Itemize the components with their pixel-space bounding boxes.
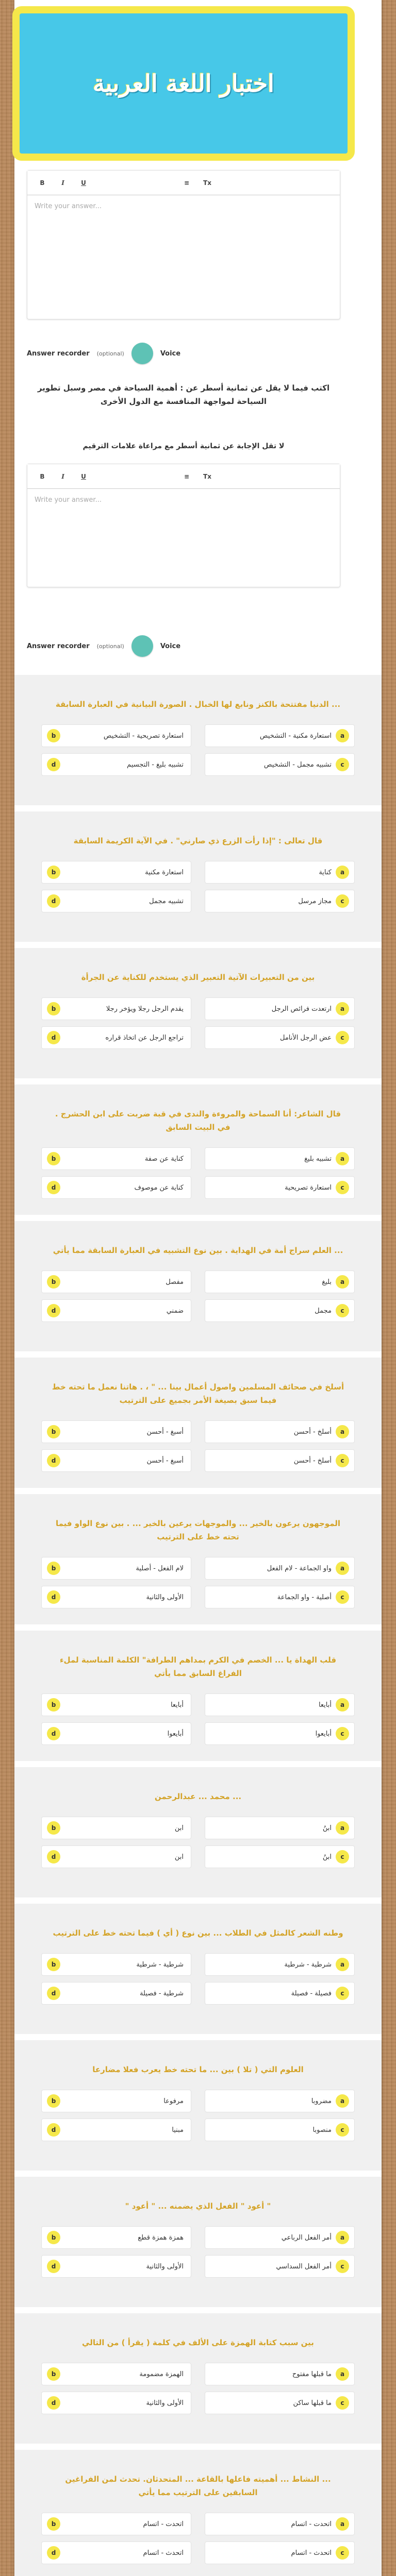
option-c[interactable] [205, 1845, 355, 1868]
options-grid [14, 1811, 382, 1873]
underline-button[interactable]: U [81, 472, 86, 480]
option-c[interactable] [205, 2119, 355, 2141]
option-c[interactable] [205, 1176, 355, 1199]
question-11 [14, 2040, 382, 2171]
options-grid [14, 2507, 382, 2569]
option-text: شرطية - شرطية [136, 1960, 184, 1969]
title-banner [12, 6, 355, 161]
option-text: شرطية - فصيلة [140, 1989, 184, 1997]
option-a[interactable] [205, 1953, 355, 1976]
option-d[interactable] [41, 1449, 191, 1472]
option-a[interactable] [205, 861, 355, 884]
option-text: مضروبا [311, 2097, 332, 2105]
option-text: تراجع الرجل عن اتخاذ قراره [105, 1033, 184, 1042]
option-b[interactable] [41, 2513, 191, 2535]
options-grid [14, 2084, 382, 2146]
options-grid [14, 719, 382, 781]
clear-format-button[interactable]: Tx [203, 472, 211, 480]
option-letter-badge: d [47, 1031, 60, 1044]
voice-label: Voice [160, 642, 181, 650]
record-voice-button[interactable] [131, 343, 153, 364]
option-d[interactable] [41, 2392, 191, 2414]
option-text: استعارة تصريحية - التشخيص [103, 732, 184, 740]
option-letter-badge: b [47, 866, 60, 879]
option-letter-badge: d [47, 2260, 60, 2273]
essay-prompt: اكتب فيما لا يقل عن ثمانية أسطر عن : أهمية السياحة في مصر وسبل تطوير السياحة لمواجهة المنافسة مع الدول الأخرى [37, 383, 330, 406]
option-text: تشبيه مجمل - التشخيص [263, 760, 332, 769]
option-a[interactable] [205, 997, 355, 1020]
option-letter-badge: b [47, 1698, 60, 1711]
option-letter-badge: c [336, 1850, 349, 1863]
option-a[interactable] [205, 1270, 355, 1293]
option-letter-badge: d [47, 2396, 60, 2410]
option-letter-badge: d [47, 1304, 60, 1317]
option-c[interactable] [205, 1026, 355, 1049]
option-a[interactable] [205, 724, 355, 747]
option-letter-badge: a [336, 1425, 349, 1438]
option-text: أمر الفعل السداسي [276, 2262, 332, 2270]
option-text: أبايعوا [167, 1730, 184, 1738]
option-c[interactable] [205, 1586, 355, 1608]
option-text: استعارة مكنية [145, 868, 184, 876]
option-letter-badge: c [336, 2546, 349, 2560]
option-letter-badge: d [47, 758, 60, 771]
option-letter-badge: a [336, 1275, 349, 1289]
option-d[interactable] [41, 1586, 191, 1608]
option-c[interactable] [205, 2255, 355, 2278]
option-letter-badge: a [336, 1152, 349, 1165]
question-text: العلوم التي ( تلا ) بين ... ما تحته خط يعرب فعلا مضارعا [92, 2065, 304, 2074]
question-text: وطنه الشعر كالمثل في الطلاب ... بين نوع ( أي ) فيما تحته خط على الترتيب [53, 1928, 343, 1938]
option-text: أسلخ - أحسن [293, 1456, 332, 1465]
option-letter-badge: d [47, 1454, 60, 1467]
option-c[interactable] [205, 1982, 355, 2005]
option-text: أبايعا [170, 1701, 184, 1709]
options-grid [14, 1415, 382, 1477]
option-letter-badge: a [336, 1002, 349, 1015]
option-d[interactable] [41, 2541, 191, 2564]
option-letter-badge: c [336, 1590, 349, 1604]
option-text: أبايعا [318, 1701, 332, 1709]
options-grid [14, 2358, 382, 2419]
option-c[interactable] [205, 2392, 355, 2414]
recorder-optional: (optional) [96, 642, 124, 650]
option-d[interactable] [41, 1982, 191, 2005]
option-text: أمر الفعل الرباعي [281, 2233, 332, 2242]
question-4 [14, 1084, 382, 1215]
option-text: استعارة تصريحية [285, 1183, 332, 1192]
option-text: اتحدث - اتسام [143, 2549, 184, 2557]
option-text: ابنُ [322, 1853, 332, 1861]
question-2 [14, 811, 382, 942]
option-b[interactable] [41, 1693, 191, 1716]
option-letter-badge: c [336, 2396, 349, 2410]
option-d[interactable] [41, 1176, 191, 1199]
option-b[interactable] [41, 1270, 191, 1293]
question-8 [14, 1631, 382, 1761]
option-letter-badge: a [336, 729, 349, 742]
option-text: الأولى والثانية [146, 2262, 184, 2270]
option-letter-badge: b [47, 2367, 60, 2381]
list-button[interactable]: ≡ [184, 179, 190, 187]
option-text: مرفوعا [163, 2097, 184, 2105]
option-letter-badge: b [47, 1425, 60, 1438]
option-text: بليغ [322, 1278, 332, 1286]
option-letter-badge: b [47, 1275, 60, 1289]
options-grid [14, 856, 382, 918]
options-grid [14, 1552, 382, 1614]
question-text: الموجهون يرعون بالخير ... والموجهات يرعين بالخير ... . بين نوع الواو فيما تحته خط على الترتيب [55, 1519, 341, 1541]
question-5 [14, 1221, 382, 1351]
option-letter-badge: b [47, 1002, 60, 1015]
option-letter-badge: a [336, 866, 349, 879]
option-text: أصلية - واو الجماعة [277, 1593, 332, 1601]
question-6 [14, 1358, 382, 1488]
option-a[interactable] [205, 2226, 355, 2249]
option-text: ارتعدت فرائص الرجل [271, 1005, 332, 1013]
question-text: بين سبب كتابة الهمزة على الألف في كلمة ( يقرأ ) من التالي [82, 2338, 314, 2347]
option-letter-badge: c [336, 2260, 349, 2273]
option-b[interactable] [41, 1147, 191, 1170]
option-letter-badge: b [47, 1821, 60, 1835]
option-text: تشبيه مجمل [149, 897, 184, 905]
worksheet-title: اختبار اللغة العربية [93, 70, 274, 97]
option-letter-badge: a [336, 2367, 349, 2381]
option-text: ابن [174, 1824, 184, 1832]
option-letter-badge: d [47, 1181, 60, 1194]
option-c[interactable] [205, 1449, 355, 1472]
option-b[interactable] [41, 2226, 191, 2249]
option-text: مجمل [315, 1307, 332, 1315]
option-letter-badge: c [336, 1454, 349, 1467]
option-text: مجاز مرسل [298, 897, 332, 905]
option-b[interactable] [41, 997, 191, 1020]
question-text: قلب الهداة يا ... الخصم في الكرم بمداهم الطرافة" الكلمة المناسبة لملء الفراغ السابق مما يأتي [59, 1655, 337, 1678]
options-grid [14, 1948, 382, 2010]
option-letter-badge: d [47, 1727, 60, 1740]
question-12 [14, 2177, 382, 2307]
option-letter-badge: d [47, 2546, 60, 2560]
options-grid [14, 2221, 382, 2283]
option-letter-badge: c [336, 2123, 349, 2137]
option-letter-badge: c [336, 1031, 349, 1044]
option-letter-badge: d [47, 2123, 60, 2137]
option-b[interactable] [41, 1420, 191, 1443]
option-b[interactable] [41, 724, 191, 747]
editor-toolbar [27, 464, 340, 489]
option-text: أسبغ - أحسن [146, 1428, 184, 1436]
bold-button[interactable]: B [40, 472, 45, 480]
option-text: منصوبا [312, 2126, 332, 2134]
option-text: عض الرجل الأنامل [280, 1033, 332, 1042]
option-letter-badge: d [47, 1590, 60, 1604]
clear-format-button[interactable]: Tx [203, 179, 211, 187]
option-letter-badge: c [336, 1987, 349, 2000]
options-grid [14, 1688, 382, 1750]
option-text: أسبغ - أحسن [146, 1456, 184, 1465]
option-text: تشبيه بليغ [304, 1155, 332, 1163]
question-7 [14, 1494, 382, 1624]
italic-button[interactable]: I [61, 472, 64, 480]
option-b[interactable] [41, 2363, 191, 2385]
options-grid [14, 1265, 382, 1327]
option-letter-badge: a [336, 2231, 349, 2244]
option-text: فصيلة - فصيلة [291, 1989, 332, 1997]
option-letter-badge: b [47, 1152, 60, 1165]
option-text: مفصل [166, 1278, 184, 1286]
option-b[interactable] [41, 2090, 191, 2112]
answer-input-2[interactable]: Write your answer... [35, 496, 102, 504]
option-text: الأولى والثانية [146, 1593, 184, 1601]
option-text: ابن [174, 1853, 184, 1861]
option-text: لام الفعل - أصلية [136, 1564, 184, 1572]
option-a[interactable] [205, 2363, 355, 2385]
option-d[interactable] [41, 890, 191, 912]
option-a[interactable] [205, 1147, 355, 1170]
option-text: تشبيه بليغ - التجسيم [127, 760, 184, 769]
option-c[interactable] [205, 753, 355, 776]
options-grid [14, 1142, 382, 1204]
option-a[interactable] [205, 1420, 355, 1443]
question-14 [14, 2450, 382, 2576]
option-letter-badge: d [47, 1850, 60, 1863]
question-text: بين من التعبيرات الآتية التعبير الذي يستخدم للكناية عن الجرأة [81, 973, 315, 982]
option-letter-badge: d [47, 894, 60, 908]
option-letter-badge: c [336, 1181, 349, 1194]
option-b[interactable] [41, 1953, 191, 1976]
option-text: ضمني [166, 1307, 184, 1315]
option-c[interactable] [205, 2541, 355, 2564]
option-letter-badge: c [336, 1304, 349, 1317]
option-letter-badge: c [336, 1727, 349, 1740]
option-letter-badge: a [336, 1821, 349, 1835]
option-letter-badge: b [47, 2517, 60, 2531]
recorder-label: Answer recorder [27, 642, 90, 650]
underline-button[interactable]: U [81, 179, 86, 187]
answer-box-2[interactable] [27, 464, 340, 587]
option-letter-badge: b [47, 2231, 60, 2244]
option-text: أسلخ - أحسن [293, 1428, 332, 1436]
question-text: قال تعالى : "إذا رأت الزرع ذي صارني" . في الآية الكريمة السابقة [73, 836, 323, 845]
option-b[interactable] [41, 861, 191, 884]
italic-button[interactable]: I [61, 179, 64, 187]
option-text: استعارة مكنية - التشخيص [259, 732, 332, 740]
answer-recorder-2 [27, 631, 340, 662]
option-text: كناية عن صفة [144, 1155, 184, 1163]
option-letter-badge: b [47, 1562, 60, 1575]
question-9 [14, 1767, 382, 1897]
option-text: ابنُ [322, 1824, 332, 1832]
bold-button[interactable]: B [40, 179, 45, 187]
option-letter-badge: a [336, 2517, 349, 2531]
option-text: اتحدت - اتسام [291, 2520, 332, 2528]
recorder-optional: (optional) [96, 350, 124, 357]
option-d[interactable] [41, 2255, 191, 2278]
option-text: همزة همزة قطع [138, 2233, 184, 2242]
option-text: مبنيا [172, 2126, 184, 2134]
question-text: ... العلم سراج أمة في الهداية . بين نوع التشبيه في العبارة السابقة مما يأتي [53, 1246, 343, 1255]
question-13 [14, 2313, 382, 2444]
option-letter-badge: a [336, 1958, 349, 1971]
question-3 [14, 948, 382, 1078]
option-d[interactable] [41, 1722, 191, 1745]
option-text: شرطية - شرطية [284, 1960, 332, 1969]
option-text: كناية [319, 868, 332, 876]
question-10 [14, 1904, 382, 2034]
option-text: يقدم الرجل رجلا ويؤخر رجلا [106, 1005, 184, 1013]
options-grid [14, 992, 382, 1054]
option-b[interactable] [41, 1557, 191, 1580]
option-text: أبايعوا [315, 1730, 332, 1738]
answer-recorder-1 [27, 338, 340, 369]
option-text: ما قبلها مفتوح [292, 2370, 332, 2378]
option-d[interactable] [41, 1026, 191, 1049]
voice-label: Voice [160, 349, 181, 358]
option-d[interactable] [41, 1299, 191, 1322]
question-text: ... الدنيا مفتتحة بالكنز ونابع لها الخبال . الصورة البيانية في العبارة السابقة [55, 700, 341, 709]
question-text: " أعود " الفعل الذي يضمنه ... " أعود " [125, 2201, 271, 2211]
option-a[interactable] [205, 2513, 355, 2535]
option-letter-badge: a [336, 1562, 349, 1575]
option-d[interactable] [41, 2119, 191, 2141]
option-letter-badge: a [336, 1698, 349, 1711]
option-d[interactable] [41, 1845, 191, 1868]
option-text: اتحدث - اتسام [291, 2549, 332, 2557]
option-c[interactable] [205, 890, 355, 912]
question-text: ... النشاط ... أهميته فاعلها بالقاعة ... المتحدثان. تحدث لمن الفراغين السابقين على الترتيب مما يأتي [65, 2475, 331, 2497]
option-text: اتحدت - اتسام [143, 2520, 184, 2528]
answer-input-1[interactable]: Write your answer... [35, 202, 102, 210]
option-text: كناية عن موصوف [134, 1183, 184, 1192]
answer-box-1[interactable] [27, 170, 340, 319]
option-letter-badge: b [47, 2094, 60, 2108]
option-a[interactable] [205, 1693, 355, 1716]
question-text: قال الشاعر: أنا السماحة والمروءة والندى في قبة ضربت على ابن الحشرج . في البيت السابق [55, 1109, 341, 1132]
list-button[interactable]: ≡ [184, 472, 190, 480]
question-text: ... محمد ... عبدالرحمن [154, 1792, 242, 1801]
record-voice-button[interactable] [131, 635, 153, 657]
option-letter-badge: b [47, 1958, 60, 1971]
option-letter-badge: b [47, 729, 60, 742]
option-c[interactable] [205, 1722, 355, 1745]
recorder-label: Answer recorder [27, 349, 90, 358]
option-a[interactable] [205, 1557, 355, 1580]
question-text: أسلخ في صحائف المسلمين واصول أعمال بينا ... " ، . هاتنا نعمل ما تحته خط فيما سبق بصيغة الأمر بجميع على الترتيب [52, 1382, 344, 1405]
option-letter-badge: d [47, 1987, 60, 2000]
question-1 [14, 675, 382, 805]
option-d[interactable] [41, 753, 191, 776]
essay-note: لا تقل الإجابة عن ثمانية أسطر مع مراعاة علامات الترقيم [82, 442, 285, 450]
option-text: ما قبلها ساكن [293, 2399, 332, 2407]
option-letter-badge: a [336, 2094, 349, 2108]
option-b[interactable] [41, 1817, 191, 1839]
option-a[interactable] [205, 1817, 355, 1839]
editor-toolbar [27, 171, 340, 195]
option-letter-badge: c [336, 894, 349, 908]
option-text: الهمزة مضمومة [139, 2370, 184, 2378]
option-a[interactable] [205, 2090, 355, 2112]
option-letter-badge: c [336, 758, 349, 771]
option-text: الأولى والثانية [146, 2399, 184, 2407]
option-text: واو الجماعة - لام الفعل [267, 1564, 332, 1572]
option-c[interactable] [205, 1299, 355, 1322]
